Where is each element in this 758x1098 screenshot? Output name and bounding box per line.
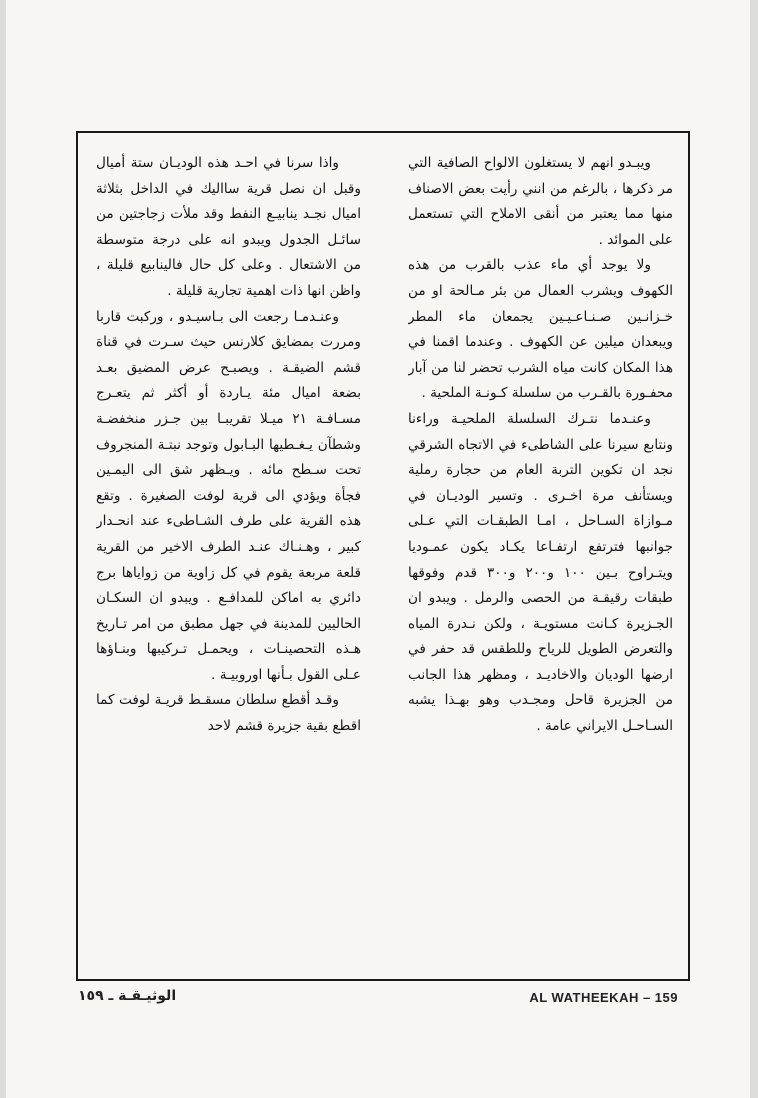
paragraph: ولا يوجد أي ماء عذب بالقرب من هذه الكهوف ويشرب العمال من بئر مـالحة او من خـزانـين صـنـاعـيـين يجمعان ماء المطر ويبعدان ميلين عن الكهوف . وعندما اقمنا في هذا المكان كانت مياه الشرب تحضر لنا من آبار محفـورة بالقـرب من سلسلة كـونـة الملحية . <box>408 257 673 402</box>
paragraph: واذا سرنا في احـد هذه الوديـان ستة أميال وقبل ان نصل قرية سااليك في الداخل بثلاثة اميال نجـد ينابيـع النفط وقد ملأت زجاجتين من سائـل الجدول ويبدو انه على درجة متوسطة من الاشتعال . وعلى كل حال فالينابيع قليلة ، واظن انها ذات اهمية تجارية قليلة . <box>96 155 361 299</box>
article-column-right <box>408 151 673 961</box>
article-frame <box>76 131 690 981</box>
arabic-page-footer: الوثيـقـة ـ ١٥٩ <box>78 988 177 1004</box>
magazine-page <box>6 0 750 1098</box>
article-column-left <box>96 151 361 961</box>
paragraph: ويبـدو انهم لا يستغلون الالواح الصافية التي مر ذكرها ، بالرغم من انني رأيت بعض الاصناف منها مما يعتبر من أنقى الاملاح التي تستعمل على الموائد . <box>408 155 673 248</box>
paragraph: وقـد أقطع سلطان مسقـط قريـة لوفت كما اقطع بقية جزيرة قشم لاحد <box>96 692 361 735</box>
english-page-footer: AL WATHEEKAH – 159 <box>529 990 678 1005</box>
paragraph: وعنـدمـا رجعت الى بـاسيـدو ، وركبت قاربا ومررت بمضايق كلارنس حيث سـرت في قناة قشم الضيقـة . ويصبـح عرض المضيق بعـد بضعة اميال مئة يـاردة أو أكثر ثم يتعـرج مسـافـة ٢١ ميـلا تقريبـا بين جـزر منخفضـة وشطآن يـغـطيها البـابول وتوجد نبتـة المنجروف تحت سـطح مائه . ويـظهر شق الى اليمـين فجأة ويؤدي الى قرية لوفت الصغيرة . وتقع هذه القرية على طرف الشـاطىء عند انحـدار كبير ، وهـنـاك عنـد الطرف الاخير من القرية قلعة مربعة يقوم في كل زاوية من زواياها برج دائري به اماكن للمدافـع . ويبدو ان السكـان الحاليين للمدينة في جهل مطبق من امر تـاريخ هـذه التحصينـات ، ويحمـل تـركيبها وبنـاؤها عـلى القول بـأنها اوروبيـة . <box>96 308 361 683</box>
paragraph: وعنـدما نتـرك السلسلة الملحيـة وراءنا ونتابع سيرنا على الشاطىء في الاتجاه الشرقي نجد ان تكوين التربة العام من حجارة رملية ويستأنف مرة اخـرى . وتسير الوديـان في مـوازاة السـاحل ، امـا الطبقـات التي عـلى جوانبها فترتفع ارتفـاعا يكـاد يكون عمـوديا ويتـراوح بـين ١٠٠ و٢٠٠ و٣٠٠ قدم وفوقها طبقات رقيقـة من الحصى والرمل . ويبدو ان الجـزيرة كـانت مستويـة ، ولكن نـدرة المياه والتعرض الطويل للرياح وللطقس قد حفر في ارضها الوديان والاخاديـد ، ومظهر هذا الجانب من الجزيرة قاحل ومجـدب وهو بهـذا يشبه السـاحـل الايراني عامة . <box>408 410 673 735</box>
